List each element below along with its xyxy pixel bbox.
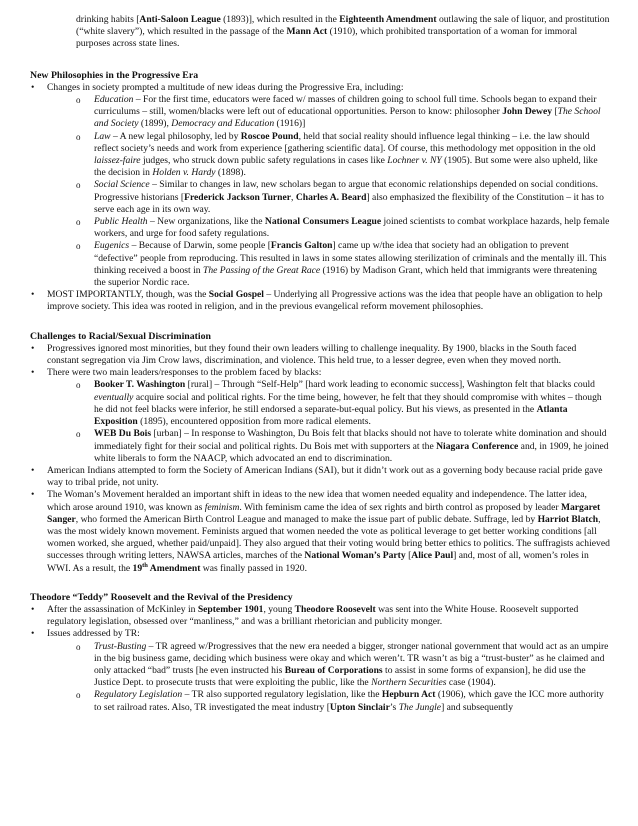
section-heading: Theodore “Teddy” Roosevelt and the Revival of the Presidency: [30, 591, 293, 603]
text-run: ] came up w/the idea that society had an obligation to prevent “defective” people from reproducing. This resulted in laws in some states allowing sterilization of criminals and the mentally ill. This thinking received a boost in: [94, 240, 607, 276]
text-run: Frederick Jackson Turner: [184, 191, 292, 203]
bullet-item: [30, 604, 610, 628]
text-run: (1916)]: [274, 118, 306, 130]
text-run: Francis Galton: [270, 240, 333, 252]
bullet-item: [30, 628, 610, 713]
text-run: The Jungle: [398, 701, 442, 713]
text-run: Public Health: [94, 216, 148, 228]
bullet-item: [30, 367, 610, 465]
text-run: – A new legal philosophy, led by: [110, 130, 241, 142]
text-run: case (1904).: [446, 677, 496, 689]
text-run: Northern Securities: [371, 677, 447, 689]
sub-bullet-item: [30, 689, 610, 713]
bullet-text: [47, 289, 610, 313]
text-run: Trust-Busting: [94, 640, 147, 652]
section: [30, 331, 610, 575]
text-run: Eugenics: [94, 240, 130, 252]
text-run: National Woman’s Party: [304, 550, 406, 562]
text-run: Issues addressed by TR:: [47, 628, 140, 640]
text-run: Atlanta Exposition: [94, 403, 568, 428]
text-run: Holden v. Hardy: [152, 167, 216, 179]
bullet-list: [30, 604, 610, 714]
text-run: Education: [94, 94, 134, 106]
sub-bullet-item: [30, 179, 610, 216]
bullet-list: [30, 343, 610, 575]
text-run: , young: [263, 603, 295, 615]
text-run: Progressives ignored most minorities, but they found their own leaders willing to challenge inequality. By 1900, blacks in the South faced constant segregation via Jim Crow laws, discrimination, and violence. This held true, to a lesser degree, even when they moved north.: [47, 342, 577, 367]
text-run: (1899),: [138, 118, 172, 130]
text-run: Charles A. Beard: [295, 191, 367, 203]
text-run: [: [405, 550, 412, 562]
text-run: laissez-faire: [94, 155, 141, 167]
text-run: ] and, most of all, women’s roles in WWI. As a result, the: [47, 550, 589, 574]
text-run: th: [142, 561, 148, 569]
text-run: Alice Paul: [411, 550, 454, 562]
sub-bullet-item: [30, 131, 610, 180]
sub-bullet-item: [30, 240, 610, 289]
text-run: Harriot Blatch: [537, 513, 599, 525]
text-run: MOST IMPORTANTLY, though, was the: [47, 289, 209, 301]
text-run: Booker T. Washington: [94, 379, 186, 391]
text-run: and, in 1909, he joined white liberals to form the NAACP, which advocated an end to discrimination.: [94, 440, 609, 464]
section: [30, 592, 610, 714]
text-run: – New organizations, like the: [147, 216, 265, 228]
text-run: Bureau of Corporations: [284, 664, 383, 676]
bullet-list: [30, 82, 610, 314]
continuation-paragraph: [76, 14, 610, 51]
text-run: outlawing the sale of liquor, and prostitution (“white slavery”), which resulted in the passage of the: [76, 14, 610, 38]
text-run: 19: [132, 562, 143, 574]
text-run: Democracy and Education: [171, 118, 275, 130]
text-run: Roscoe Pound: [240, 130, 299, 142]
text-run: to assist in some forms of expansion], he did use the Justice Dept. to prosecute trusts that were exploiting the public, like the: [94, 664, 586, 689]
sub-bullet-list: [30, 379, 610, 464]
text-run: Changes in society prompted a multitude of new ideas during the Progressive Era, including:: [47, 81, 404, 93]
text-run: was sent into the White House. Roosevelt supported regulatory legislation, obsessed over “manliness,” and was a brilliant rhetorician and publicity monger.: [47, 603, 579, 628]
text-run: Margaret Sanger: [47, 501, 601, 525]
sub-bullet-item: [30, 94, 610, 131]
sub-bullet-item: [30, 379, 610, 428]
text-run: (1895), encountered opposition from more radical elements.: [137, 416, 371, 428]
text-run: (1905). But some were also upheld, like the decision in: [94, 155, 598, 179]
bullet-text: [47, 489, 610, 574]
sub-bullet-list: [30, 641, 610, 714]
text-run: (1906), which gave the ICC more authority to set railroad rates. Also, TR investigated the meat industry [: [94, 689, 604, 713]
text-run: Upton Sinclair: [329, 701, 390, 713]
text-run: , was the most widely known movement. Feminists argued that women needed the vote as political leverage to get better working conditions [all women worked, she argued, whether paid/unpaid]. They also argued that their voting would bring better ethics to politics. The suffragists achieved successes through writing letters, NAWSA articles, marches of the: [47, 513, 610, 562]
section-heading: Challenges to Racial/Sexual Discrimination: [30, 330, 211, 342]
text-run: September 1901: [197, 603, 264, 615]
text-run: was finally passed in 1920.: [200, 562, 307, 574]
text-run: The Woman’s Movement heralded an important shift in ideas to the new idea that women needed equality and independence. The latter idea, which arose around 1910, was known as: [47, 489, 587, 513]
text-run: – Because of Darwin, some people [: [129, 240, 271, 252]
text-run: Social Gospel: [208, 289, 264, 301]
bullet-text: [47, 604, 610, 628]
text-run: joined scientists to combat workplace hazards, help female workers, and urge for food safety regulations.: [94, 216, 610, 240]
sub-bullet-list: [30, 94, 610, 289]
text-run: Niagara Conference: [436, 440, 519, 452]
bullet-item: [30, 465, 610, 489]
text-run: ] and subsequently: [441, 701, 514, 713]
text-run: ] also emphasized the flexibility of the Constitution – it has to serve each age in its own way.: [94, 191, 604, 215]
text-run: National Consumers League: [264, 216, 382, 228]
bullet-text: [47, 82, 610, 94]
text-run: – TR also supported regulatory legislation, like the: [182, 689, 382, 701]
text-run: . With feminism came the idea of sex rights and birth control as proposed by leader: [239, 501, 561, 513]
bullet-item: [30, 289, 610, 313]
text-run: Law: [94, 130, 111, 142]
bullet-text: [47, 367, 610, 379]
text-run: feminism: [204, 501, 240, 513]
bullet-item: [30, 82, 610, 289]
bullet-text: [47, 628, 610, 640]
text-run: – Underlying all Progressive actions was the idea that people have an obligation to help improve society. This idea was rooted in religion, and in the previous evangelical reform movement philosophies.: [47, 289, 603, 313]
text-run: – Similar to changes in law, new scholars began to argue that economic relationships depended on social conditions. Progressive historians [: [94, 179, 599, 203]
text-run: – TR agreed w/Progressives that the new era needed a bigger, stronger national government that would act as an umpire in the big business game, deciding which business were okay and which weren’t. TR wasn’t as big a “trust-buster” as he claimed and only attacked “bad” trusts [he even instructed his: [94, 640, 609, 676]
text-run: American Indians attempted to form the Society of American Indians (SAI), but it didn’t work out as a governing body because racial pride gave way to tribal pride, not unity.: [47, 464, 603, 489]
section-heading: New Philosophies in the Progressive Era: [30, 69, 199, 81]
text-run: Hepburn Act: [381, 689, 436, 701]
text-run: – For the first time, educators were faced w/ masses of children going to school full time. Schools began to expand their curriculums – still, women/blacks were left out of educational opportunities. Person to know: philosopher: [94, 94, 597, 118]
text-run: Anti-Saloon League: [139, 14, 221, 25]
bullet-item: [30, 489, 610, 574]
text-run: [rural] – Through “Self-Help” [hard work leading to economic success], Washington felt that blacks could: [185, 379, 595, 391]
text-run: Amendment: [147, 562, 201, 574]
text-run: , held that social reality should influence legal thinking – i.e. the law should reflect society’s needs and work from experience [gathering scientific data]. Of course, this methodology met opposition in the old: [94, 130, 596, 154]
text-run: acquire social and political rights. For the time being, however, he felt that they should compromise with whites – though he did not feel blacks were inferior, he still endorsed a separate-but-equal policy. But his views, as presented in the: [94, 391, 602, 415]
text-run: Regulatory Legislation: [94, 689, 183, 701]
text-run: ,: [291, 191, 296, 203]
text-run: (1893)], which resulted in the: [220, 14, 340, 25]
sub-bullet-item: [30, 428, 610, 465]
text-run: There were two main leaders/responses to the problem faced by blacks:: [47, 367, 322, 379]
text-run: (1898).: [215, 167, 246, 179]
text-run: Theodore Roosevelt: [294, 603, 376, 615]
text-run: , who formed the American Birth Control League and managed to make the issue part of public debate. Suffrage, led by: [75, 513, 538, 525]
text-run: Social Science: [94, 179, 150, 191]
text-run: WEB Du Bois: [94, 428, 152, 440]
text-run: judges, who struck down public safety regulations in cases like: [140, 155, 388, 167]
text-run: Eighteenth Amendment: [339, 14, 437, 25]
text-run: [: [552, 106, 558, 118]
bullet-item: [30, 343, 610, 367]
text-run: After the assassination of McKinley in: [47, 603, 198, 615]
text-run: [urban] – In response to Washington, Du Bois felt that blacks should not have to tolerate white domination and should immediately fight for their social and political rights. Du Bois met with supporters at the: [94, 428, 607, 452]
sub-bullet-item: [30, 641, 610, 690]
text-run: The Passing of the Great Race: [202, 264, 321, 276]
text-run: Mann Act: [286, 26, 328, 38]
section: [30, 70, 610, 314]
text-run: John Dewey: [502, 106, 553, 118]
text-run: drinking habits [: [76, 14, 140, 25]
sub-bullet-item: [30, 216, 610, 240]
text-run: The School and Society: [94, 106, 601, 130]
text-run: Lochner v. NY: [387, 155, 442, 167]
text-run: (1916) by Madison Grant, which held that immigrants were threatening the superior Nordic race.: [94, 264, 597, 289]
text-run: (1910), which prohibited transportation of a woman for immoral purposes across state lines.: [76, 26, 578, 50]
bullet-text: [47, 343, 610, 367]
text-run: eventually: [94, 391, 134, 403]
text-run: ’s: [389, 701, 399, 713]
sections-container: [30, 70, 610, 714]
bullet-text: [47, 465, 610, 489]
